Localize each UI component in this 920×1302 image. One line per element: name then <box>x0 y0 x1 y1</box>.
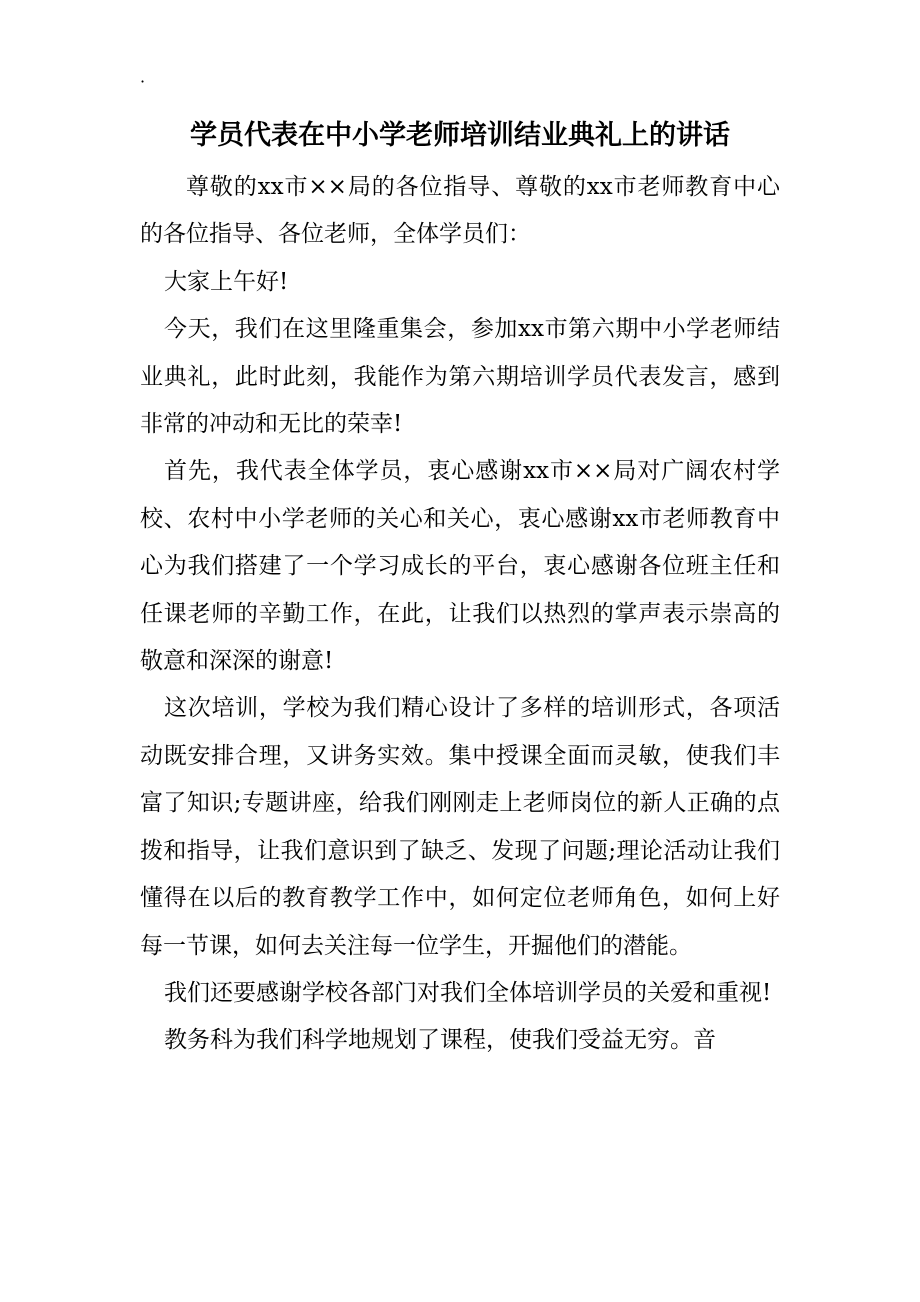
document-body <box>140 164 780 1065</box>
paragraph-opening: 今天，我们在这里隆重集会，参加xx市第六期中小学老师结业典礼，此时此刻，我能作为第六期培训学员代表发言，感到非常的冲动和无比的荣幸! <box>140 316 780 438</box>
page-marker: · <box>140 72 146 91</box>
paragraph-greeting: 大家上午好! <box>164 268 289 295</box>
paragraph-departments: 我们还要感谢学校各部门对我们全体培训学员的关爱和重视! <box>164 979 772 1006</box>
paragraph-salutation: 尊敬的xx市××局的各位指导、尊敬的xx市老师教育中心的各位指导、各位老师，全体学员们： <box>140 174 780 248</box>
document-title: 学员代表在中小学老师培训结业典礼上的讲话 <box>190 120 730 151</box>
paragraph-academic-affairs: 教务科为我们科学地规划了课程，使我们受益无穷。音 <box>164 1027 716 1054</box>
paragraph-thanks: 首先，我代表全体学员，衷心感谢xx市××局对广阔农村学校、农村中小学老师的关心和关心，衷心感谢xx市老师教育中心为我们搭建了一个学习成长的平台，衷心感谢各位班主任和任课老师的辛勤工作，在此，让我们以热烈的掌声表示崇高的敬意和深深的谢意! <box>140 458 780 675</box>
paragraph-training: 这次培训，学校为我们精心设计了多样的培训形式，各项活动既安排合理，又讲务实效。集中授课全面而灵敏，使我们丰富了知识;专题讲座，给我们刚刚走上老师岗位的新人正确的点拨和指导，让我们意识到了缺乏、发现了问题;理论活动让我们懂得在以后的教育教学工作中，如何定位老师角色，如何上好每一节课，如何去关注每一位学生，开掘他们的潜能。 <box>140 695 780 959</box>
